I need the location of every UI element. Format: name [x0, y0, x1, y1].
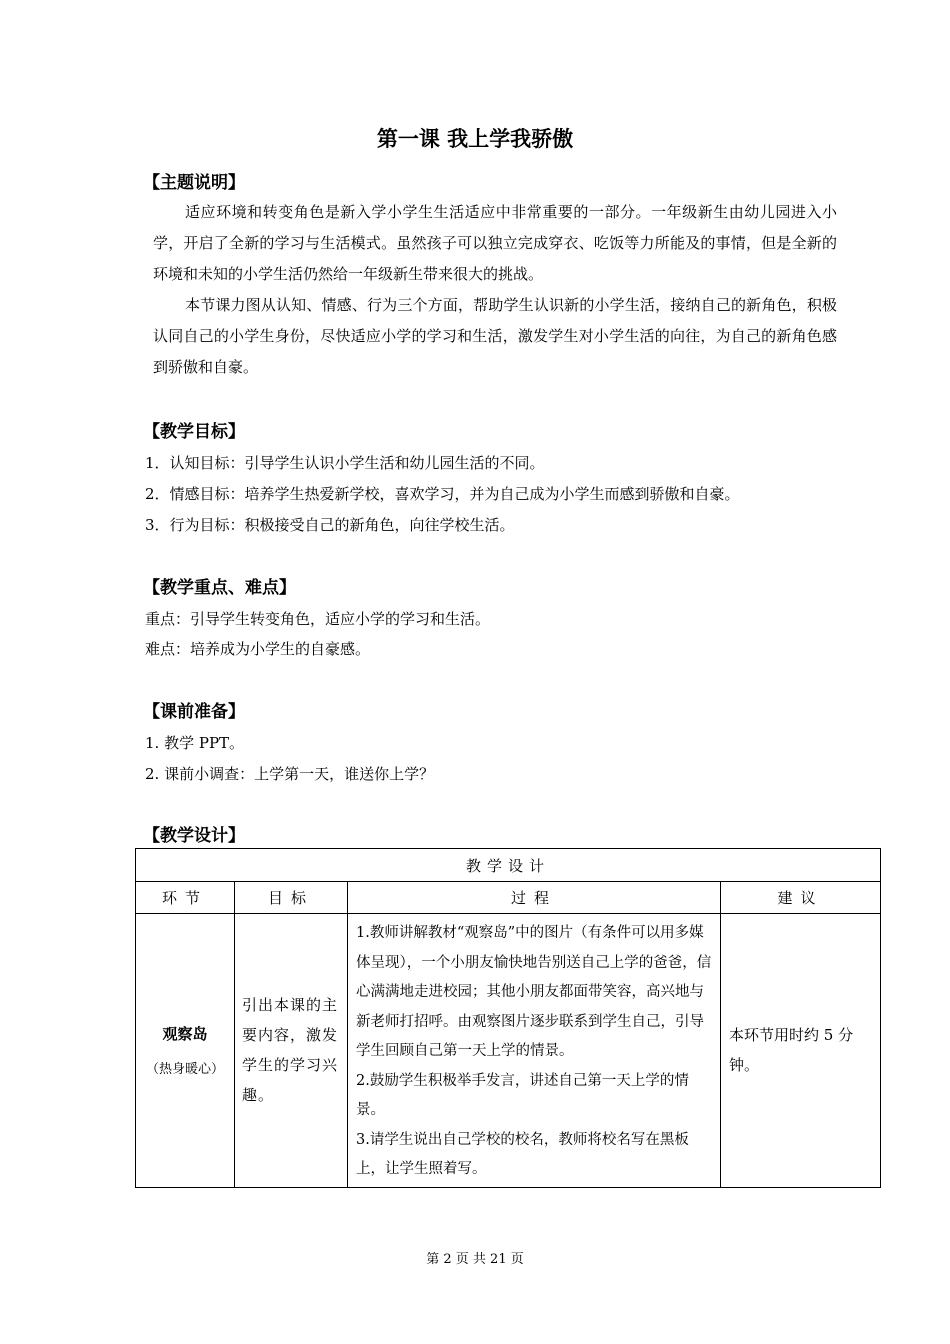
- table-header-row: [136, 882, 881, 914]
- heading-design: 【教学设计】: [143, 826, 245, 846]
- column-header-suggestion: 建议: [721, 882, 881, 914]
- section-name: 观察岛: [162, 1025, 208, 1044]
- prep-item-2: 2. 课前小调查：上学第一天，谁送你上学？: [145, 765, 435, 783]
- column-header-goal: 目标: [235, 882, 348, 914]
- focus-key-point: 重点：引导学生转变角色，适应小学的学习和生活。: [145, 610, 491, 628]
- theme-paragraph-2: 本节课力图从认知、情感、行为三个方面，帮助学生认识新的小学生活，接纳自己的新角色，积极认同自己的小学生身份，尽快适应小学的学习和生活，激发学生对小学生活的向往，为自己的新角色感到骄傲和自豪。: [153, 296, 837, 376]
- table-row: [136, 914, 881, 1188]
- process-cell: [348, 914, 721, 1188]
- column-header-section: 环节: [136, 882, 235, 914]
- heading-goals: 【教学目标】: [143, 422, 245, 442]
- process-step-1: 1.教师讲解教材“观察岛”中的图片（有条件可以用多媒体呈现），一个小朋友愉快地告别送自己上学的爸爸，信心满满地走进校园；其他小朋友都面带笑容，高兴地与新老师打招呼。由观察图片逐步联系到学生自己，引导学生回顾自己第一天上学的情景。: [356, 925, 712, 1059]
- prep-item-1: 1. 教学 PPT。: [145, 734, 245, 752]
- teaching-design-table: [135, 848, 881, 1188]
- process-step-3: 3.请学生说出自己学校的校名，教师将校名写在黑板上，让学生照着写。: [356, 1131, 689, 1177]
- goal-item-2: 2．情感目标：培养学生热爱新学校，喜欢学习，并为自己成为小学生而感到骄傲和自豪。: [145, 485, 740, 503]
- goal-item-3: 3．行为目标：积极接受自己的新角色，向往学校生活。: [145, 516, 515, 534]
- process-step-2: 2.鼓励学生积极举手发言，讲述自己第一天上学的情景。: [356, 1072, 689, 1118]
- column-header-process: 过程: [348, 882, 721, 914]
- focus-difficult-point: 难点：培养成为小学生的自豪感。: [145, 640, 371, 658]
- heading-theme: 【主题说明】: [143, 173, 245, 193]
- section-cell: [136, 914, 235, 1188]
- suggestion-cell: 本环节用时约 5 分钟。: [721, 914, 881, 1188]
- heading-focus: 【教学重点、难点】: [143, 578, 296, 598]
- heading-prep: 【课前准备】: [143, 702, 245, 722]
- goal-item-1: 1．认知目标：引导学生认识小学生活和幼儿园生活的不同。: [145, 454, 545, 472]
- page-footer: 第 2 页 共 21 页: [426, 1252, 524, 1267]
- goal-cell: 引出本课的主要内容，激发学生的学习兴趣。: [235, 914, 348, 1188]
- table-caption: 教学设计: [136, 849, 881, 882]
- lesson-title: 第一课 我上学我骄傲: [376, 127, 574, 151]
- theme-paragraph-1: 适应环境和转变角色是新入学小学生生活适应中非常重要的一部分。一年级新生由幼儿园进入小学，开启了全新的学习与生活模式。虽然孩子可以独立完成穿衣、吃饭等力所能及的事情，但是全新的环境和未知的小学生活仍然给一年级新生带来很大的挑战。: [153, 203, 837, 283]
- section-subtitle: （热身暖心）: [145, 1062, 224, 1078]
